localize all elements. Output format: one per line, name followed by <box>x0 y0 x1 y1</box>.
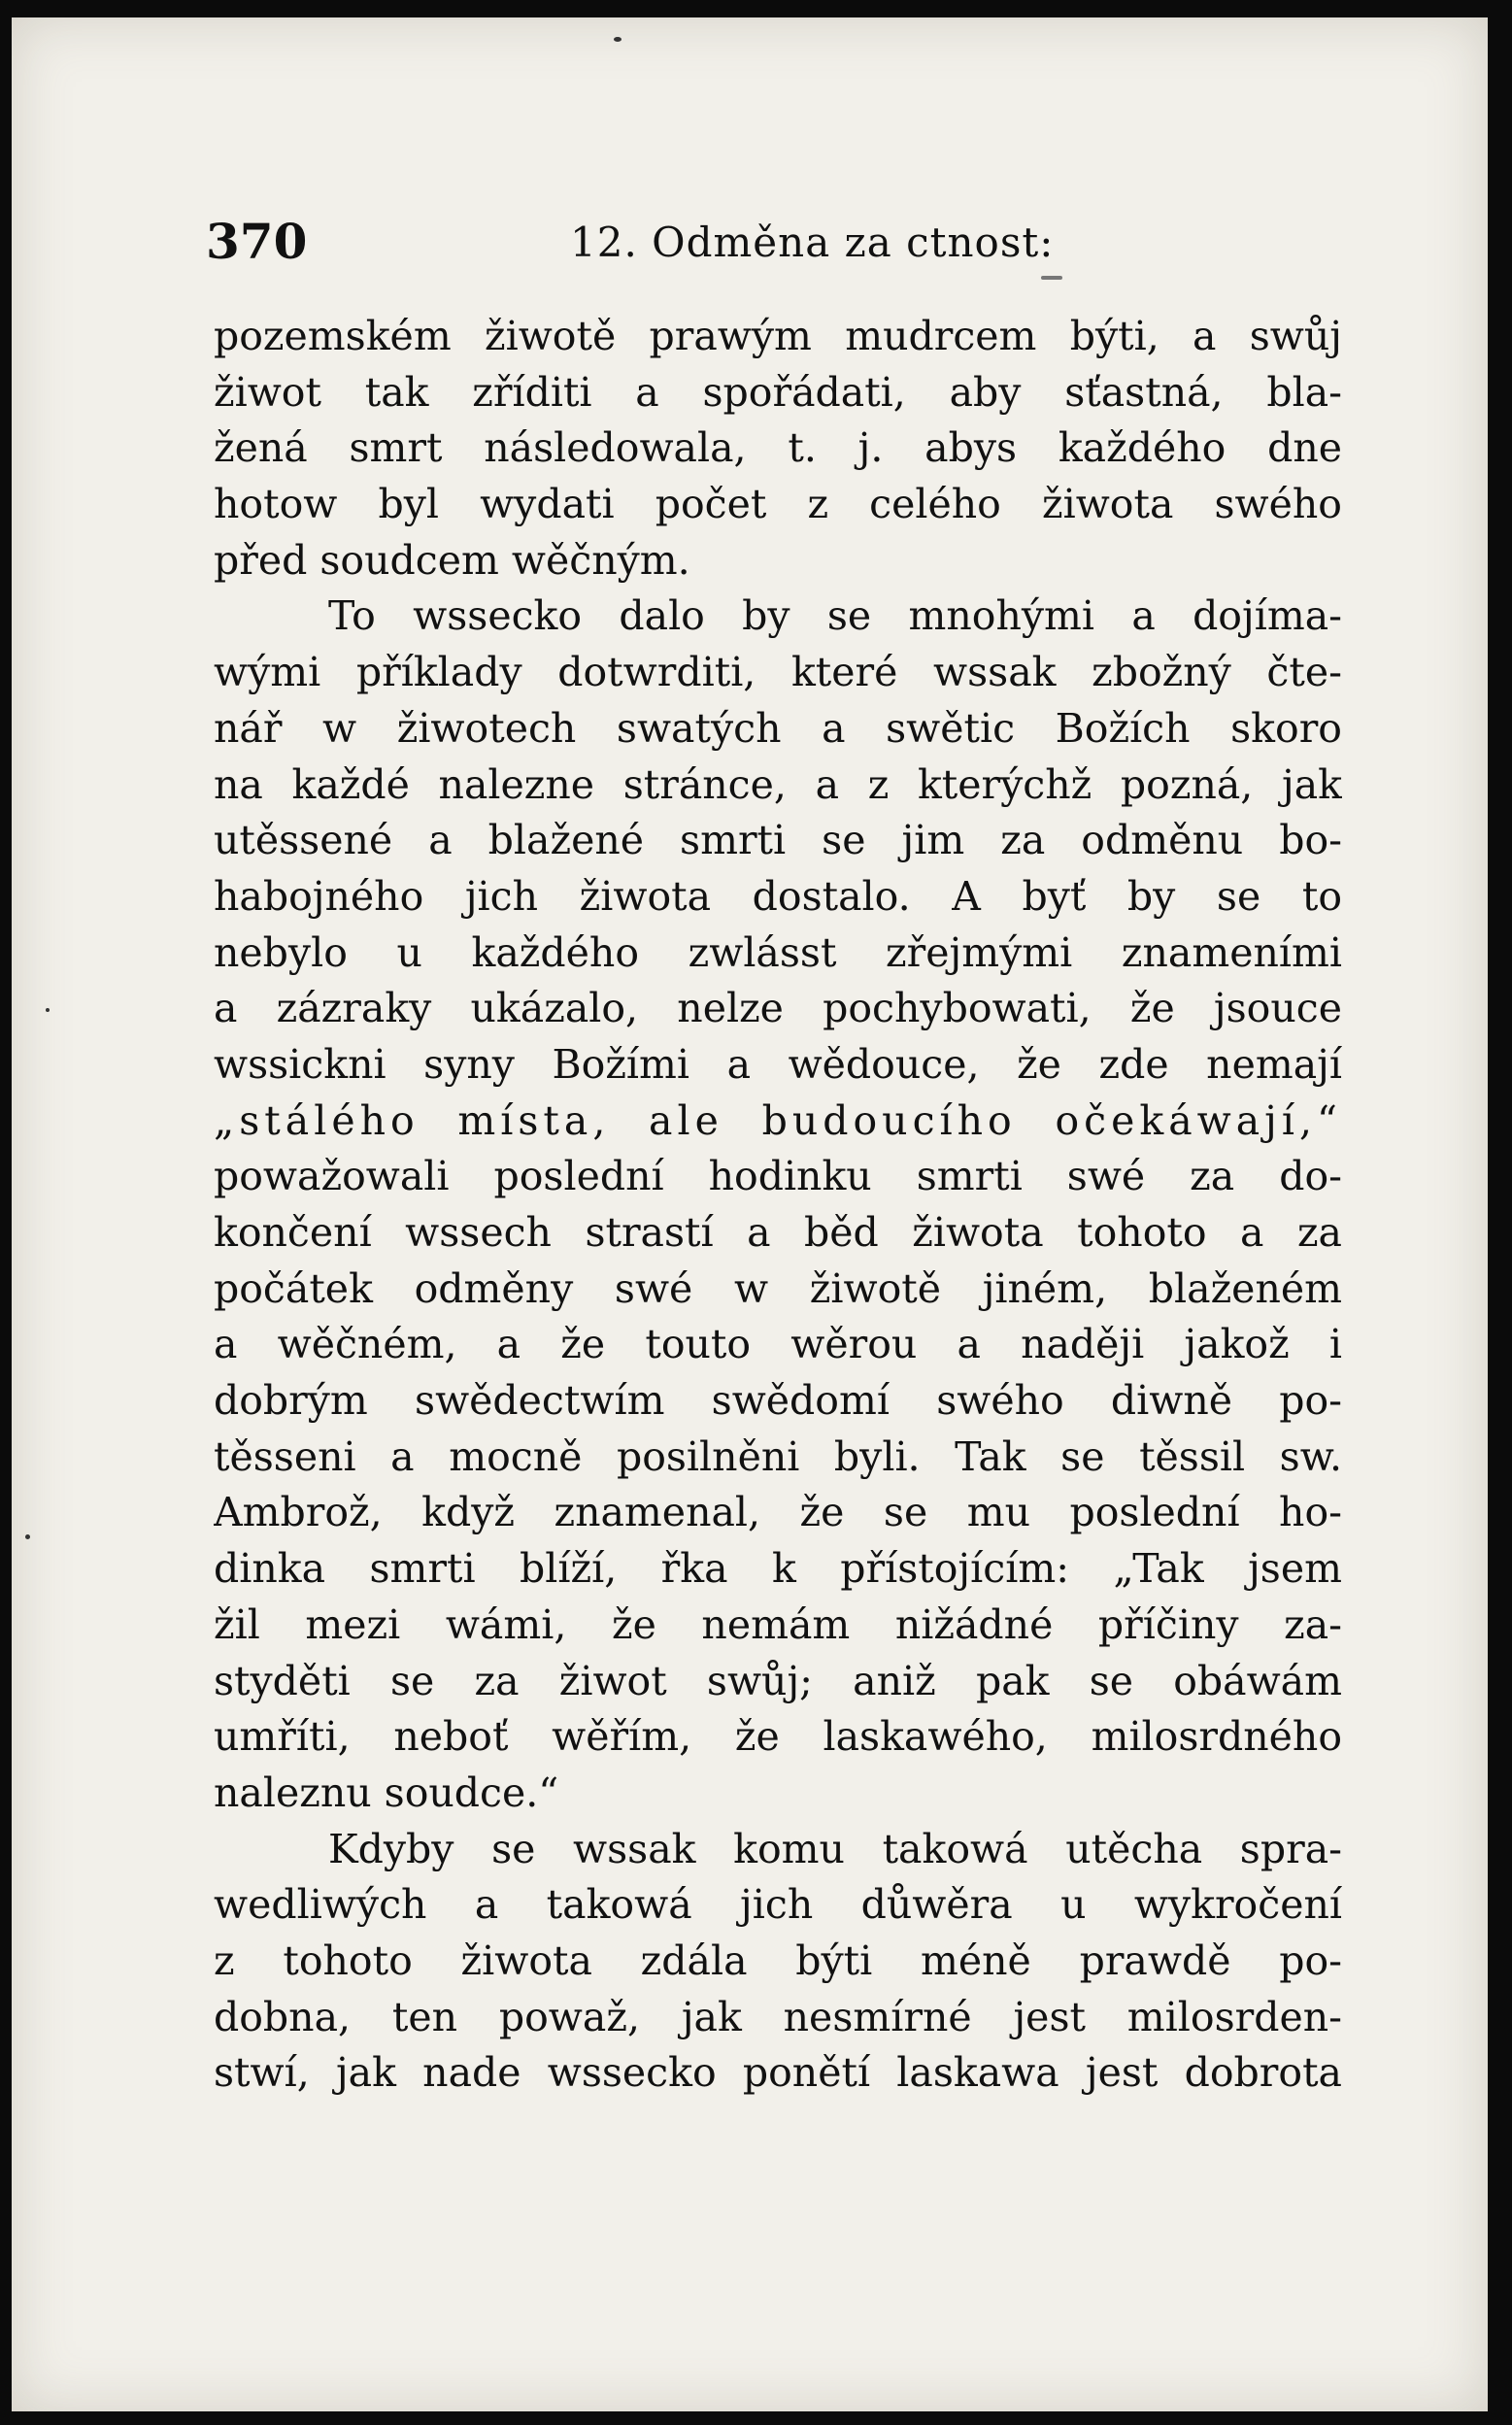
text-line: nebylo u každého zwlásst zřejmými znameními <box>214 928 1342 976</box>
paper-speck <box>25 1534 30 1539</box>
text-line: dobna, ten powaž, jak nesmírné jest milosrden- <box>214 1993 1342 2040</box>
text-line: žiwot tak zříditi a spořádati, aby sťastná, bla- <box>214 368 1342 416</box>
text-line: wými příklady dotwrditi, které wssak zbožný čte- <box>214 649 1342 696</box>
text-line: umříti, neboť wěřím, že laskawého, milosrdného <box>214 1713 1342 1761</box>
text-line: pozemském žiwotě prawým mudrcem býti, a swůj <box>214 313 1342 359</box>
text-line: stwí, jak nade wsseckо ponětí laskawa jest dobrota <box>214 2049 1342 2097</box>
text-line: habojného jich žiwota dostalo. A byť by se to <box>214 872 1342 920</box>
text-line: utěssené a blažené smrti se jim za odměnu bo- <box>214 817 1342 864</box>
book-page <box>12 17 1488 2411</box>
paper-speck <box>614 37 622 42</box>
text-line: styděti se za žiwot swůj; aniž pak se obáwám <box>214 1657 1342 1704</box>
text-line: powažowali poslední hodinku smrti swé za do- <box>214 1153 1342 1200</box>
text-line: dobrým swědectwím swědomí swého diwně po- <box>214 1377 1342 1425</box>
text-line: „stálého místa, ale budoucího očekáwají,“ <box>214 1096 1342 1144</box>
text-line: žil mezi wámi, že nemám nižádné příčiny za- <box>214 1600 1342 1648</box>
page-header <box>206 208 1352 276</box>
text-line: před soudcem wěčným. <box>214 536 690 584</box>
text-line: počátek odměny swé w žiwotě jiném, blaženém <box>214 1264 1342 1312</box>
text-line: nář w žiwotech swatých a swětic Božích skoro <box>214 704 1342 752</box>
text-line: dinka smrti blíží, řka k přístojícím: „Tak jsem <box>214 1545 1342 1593</box>
running-head: 12. Odměna za ctnost: <box>570 219 1055 266</box>
paper-speck <box>46 1008 50 1012</box>
text-line: To wsseckо dalo by se mnohými a dojíma- <box>328 592 1342 640</box>
text-line: na každé nalezne stránce, a z kterýchž pozná, jak <box>214 760 1342 808</box>
text-line: a zázraky ukázalo, nelze pochybowati, že jsouce <box>214 985 1342 1032</box>
text-line: z tohoto žiwota zdála býti méně prawdě po- <box>214 1937 1342 1984</box>
text-line: wedliwých a takowá jich důwěra u wykročení <box>214 1881 1342 1929</box>
text-line: Kdyby se wssak komu takowá utěcha spra- <box>328 1825 1342 1872</box>
body-text <box>214 309 1342 2102</box>
text-line: Ambrož, když znamenal, že se mu poslední ho- <box>214 1489 1342 1536</box>
page-number: 370 <box>206 213 308 270</box>
text-line: wssickni syny Božími a wědouce, že zde nemají <box>214 1040 1342 1088</box>
text-line: těsseni a mocně posilněni byli. Tak se těssil sw. <box>214 1432 1342 1480</box>
text-line: žená smrt následowala, t. j. abys každého dne <box>214 424 1342 472</box>
text-line: a wěčném, a že touto wěrou a naději jakož i <box>214 1321 1342 1368</box>
text-line: naleznu soudce.“ <box>214 1768 559 1816</box>
text-line: končení wssech strastí a běd žiwota tohoto a za <box>214 1209 1342 1256</box>
paper-speck <box>1041 276 1062 280</box>
text-line: hotow byl wydati počet z celého žiwota swého <box>214 481 1342 528</box>
